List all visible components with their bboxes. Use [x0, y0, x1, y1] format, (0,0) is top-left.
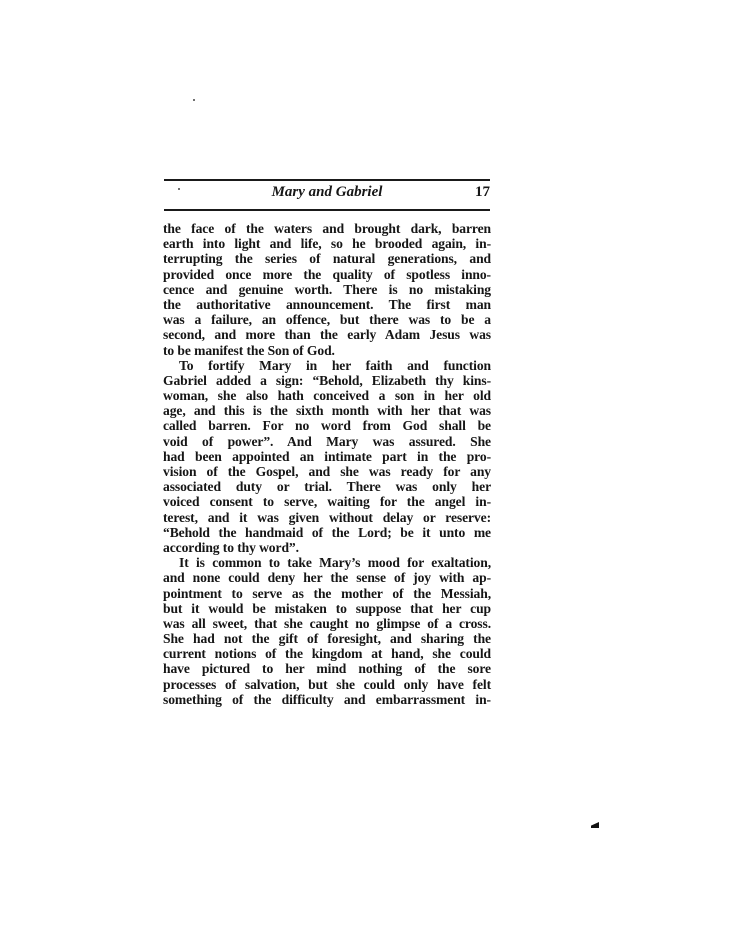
text-line: She had not the gift of foresight, and sharing the	[163, 631, 491, 647]
text-line: “Behold the handmaid of the Lord; be it unto me	[163, 524, 491, 540]
text-line: the face of the waters and brought dark, barren	[163, 221, 491, 236]
text-line: and none could deny her the sense of joy with ap-	[163, 570, 491, 586]
text-line: age, and this is the sixth month with her that was	[163, 403, 491, 419]
text-line: earth into light and life, so he brooded again, in-	[163, 236, 491, 252]
text-line: cence and genuine worth. There is no mistaking	[163, 281, 491, 297]
text-line: the authoritative announcement. The first man	[163, 296, 491, 312]
scan-mark	[591, 822, 599, 828]
text-line: current notions of the kingdom at hand, she could	[163, 646, 491, 662]
page-number: 17	[475, 184, 490, 200]
text-line: according to thy word”.	[163, 539, 299, 555]
text-line: vision of the Gospel, and she was ready for any	[163, 464, 491, 479]
text-line: It is common to take Mary’s mood for exaltation,	[179, 555, 491, 571]
text-line: second, and more than the early Adam Jesus was	[163, 327, 491, 343]
text-line: have pictured to her mind nothing of the sore	[163, 661, 491, 677]
text-line: terrupting the series of natural generations, and	[163, 251, 491, 267]
text-line: void of power”. And Mary was assured. She	[163, 433, 491, 449]
text-line: to be manifest the Son of God.	[163, 342, 335, 358]
text-line: had been appointed an intimate part in the pro-	[163, 448, 491, 464]
text-line: something of the difficulty and embarrassment in-	[163, 691, 491, 707]
text-line: was all sweet, that she caught no glimpse of a cross.	[163, 615, 491, 631]
text-line: Gabriel added a sign: “Behold, Elizabeth thy kins-	[163, 372, 491, 388]
running-title: Mary and Gabriel	[271, 184, 383, 200]
header-rule-top	[164, 179, 490, 181]
text-line: voiced consent to serve, waiting for the angel in-	[163, 494, 491, 510]
text-line: processes of salvation, but she could only have felt	[163, 676, 491, 692]
text-line: terest, and it was given without delay or reserve:	[163, 509, 491, 525]
text-line: provided once more the quality of spotless inno-	[163, 266, 491, 282]
text-line: called barren. For no word from God shall be	[163, 418, 491, 434]
text-line: woman, she also hath conceived a son in her old	[163, 388, 491, 404]
body-text	[163, 221, 491, 707]
text-line: To fortify Mary in her faith and function	[179, 357, 491, 373]
text-line: but it would be mistaken to suppose that her cup	[163, 600, 491, 616]
paper-speck	[193, 99, 195, 101]
page-header	[164, 179, 490, 203]
header-rule-bottom	[164, 209, 490, 211]
text-line: pointment to serve as the mother of the Messiah,	[163, 585, 491, 601]
text-line: associated duty or trial. There was only her	[163, 479, 491, 495]
text-line: was a failure, an offence, but there was to be a	[163, 312, 491, 328]
